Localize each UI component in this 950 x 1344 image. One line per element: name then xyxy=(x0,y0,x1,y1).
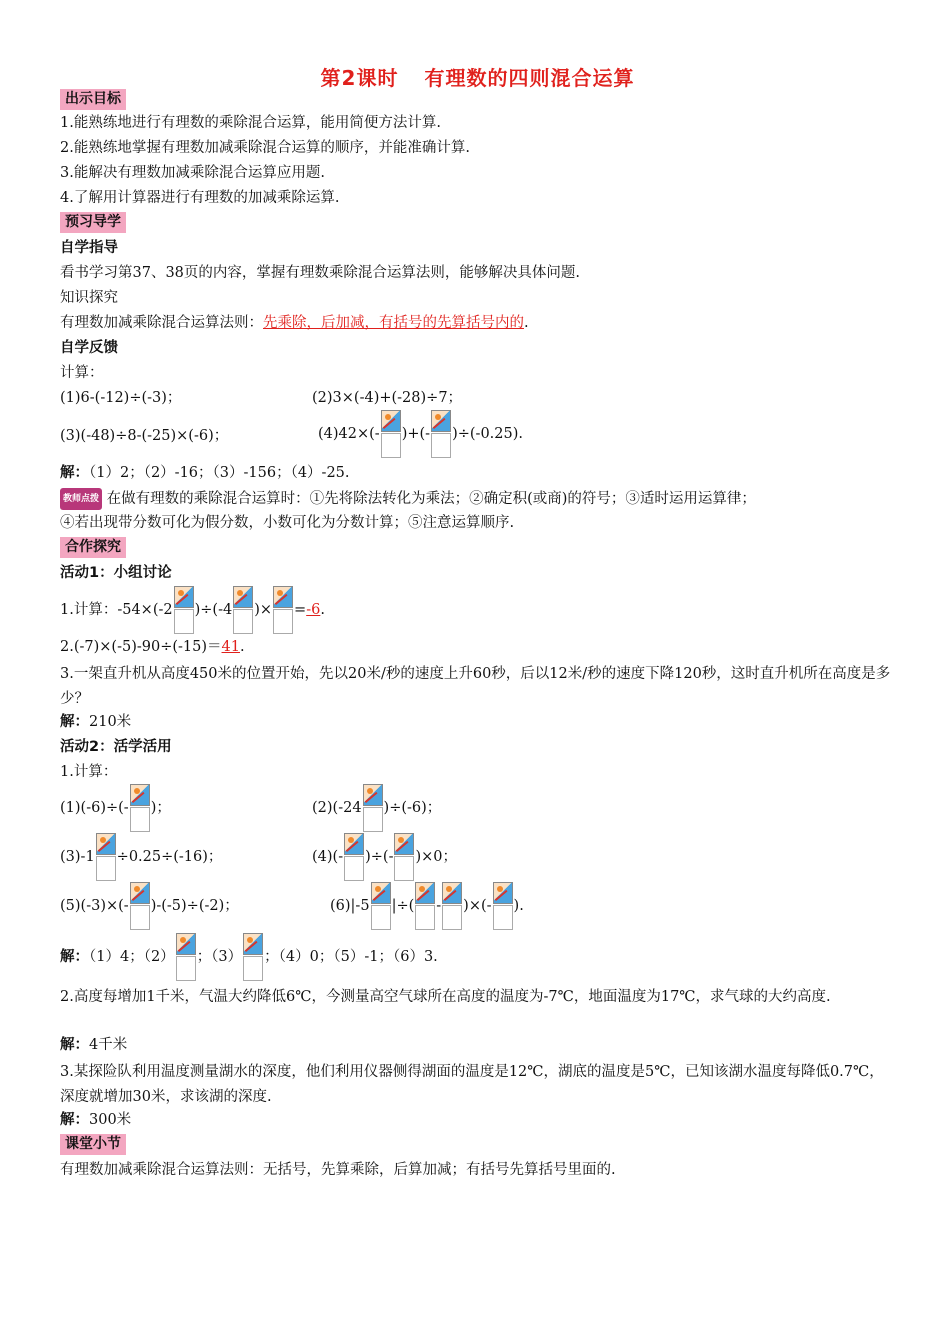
page-title xyxy=(60,62,895,91)
section-goals-heading: 出示目标 xyxy=(60,89,126,110)
activity-1-problem-2 xyxy=(60,637,245,657)
goal-item: 2.能熟练地掌握有理数加减乘除混合运算的顺序，并能准确计算. xyxy=(60,140,470,156)
activity-2-answer-1 xyxy=(60,933,438,981)
problem-text: . xyxy=(320,602,325,618)
section-coop-heading: 合作探究 xyxy=(60,537,126,558)
fraction-image xyxy=(96,833,116,881)
answer-fill: 41 xyxy=(221,639,240,655)
fraction-image xyxy=(344,833,364,881)
problem-text: = xyxy=(294,602,307,618)
fraction-image xyxy=(394,833,414,881)
problem-text: (4)42×(- xyxy=(318,426,380,442)
activity-1-problem-3: 3.一架直升机从高度450米的位置开始，先以20米/秒的速度上升60秒，后以12米/秒的速度下降120秒，这时直升机所在高度是多少？ xyxy=(60,666,891,707)
activity-2-problem-q2: 2.高度每增加1千米，气温大约降低6℃，今测量高空气球所在高度的温度为-7℃，地面温度为17℃，求气球的大约高度. xyxy=(60,989,831,1005)
answer-text: 300米 xyxy=(89,1112,132,1128)
answer-label: 解： xyxy=(60,1112,89,1128)
answer-text: （1）4；（2） xyxy=(89,949,175,965)
activity-2-problem-6 xyxy=(330,882,524,930)
fraction-image xyxy=(174,586,194,634)
activity-2-answer-q3 xyxy=(60,1110,131,1130)
problem-text: |÷( xyxy=(391,898,415,914)
answer-label: 解： xyxy=(60,949,89,965)
problem-text: )÷(- xyxy=(365,849,394,865)
activity-2-problem-2 xyxy=(312,784,441,832)
problem-text: )÷(-6)； xyxy=(383,800,442,816)
section-preview-heading: 预习导学 xyxy=(60,212,126,233)
answer-label: 解： xyxy=(60,1037,89,1053)
activity-2-problem-1 xyxy=(60,784,171,832)
problem-text: ). xyxy=(513,898,524,914)
fraction-image xyxy=(442,882,462,930)
rule-line xyxy=(60,313,529,333)
problem-text: ÷0.25÷(-16)； xyxy=(116,849,223,865)
fraction-image xyxy=(493,882,513,930)
problem-text: - xyxy=(436,898,442,914)
rule-suffix: . xyxy=(524,315,529,331)
fraction-image xyxy=(176,933,196,981)
fraction-image xyxy=(233,586,253,634)
activity-1-heading: 活动1：小组讨论 xyxy=(60,565,172,581)
fraction-image xyxy=(273,586,293,634)
problem-text: (6)|-5 xyxy=(330,898,370,914)
activity-2-heading: 活动2：活学活用 xyxy=(60,739,172,755)
fraction-image xyxy=(431,410,451,458)
feedback-heading: 自学反馈 xyxy=(60,340,118,356)
self-guide-text: 看书学习第37、38页的内容，掌握有理数乘除混合运算法则，能够解决具体问题. xyxy=(60,265,581,281)
fraction-image xyxy=(415,882,435,930)
problem-text: (5)(-3)×(- xyxy=(60,898,129,914)
knowledge-heading: 知识探究 xyxy=(60,290,118,306)
problem-text: (2)(-24 xyxy=(312,800,362,816)
lesson-topic: 有理数的四则混合运算 xyxy=(424,66,635,90)
activity-2-calc-label: 1.计算： xyxy=(60,764,118,780)
activity-2-problem-5 xyxy=(60,882,239,930)
teacher-tip xyxy=(60,488,756,510)
calc-label: 计算： xyxy=(60,365,104,381)
problem-text: (3)-1 xyxy=(60,849,95,865)
problem-text: )÷(-0.25). xyxy=(452,426,523,442)
fraction-image xyxy=(243,933,263,981)
problem-text: 1.计算：-54×(-2 xyxy=(60,602,173,618)
feedback-problem-4 xyxy=(318,410,523,458)
goal-item: 4.了解用计算器进行有理数的加减乘除运算. xyxy=(60,190,340,206)
feedback-answer xyxy=(60,463,350,483)
activity-2-answer-q2 xyxy=(60,1035,127,1055)
answer-label: 解： xyxy=(60,465,89,481)
feedback-problem-2: (2)3×(-4)+(-28)÷7； xyxy=(312,390,463,406)
fraction-image xyxy=(371,882,391,930)
summary-text: 有理数加减乘除混合运算法则：无括号，先算乘除，后算加减；有括号先算括号里面的. xyxy=(60,1162,616,1178)
problem-text: . xyxy=(239,639,245,655)
fraction-image xyxy=(130,882,150,930)
activity-1-problem-1 xyxy=(60,586,325,634)
problem-text: (1)(-6)÷(- xyxy=(60,800,129,816)
answer-text: 4千米 xyxy=(89,1037,128,1053)
answer-fill: -6 xyxy=(306,602,321,618)
lesson-number: 第2课时 xyxy=(320,66,399,90)
activity-2-problem-q3: 3.某探险队利用温度测量湖水的深度，他们利用仪器侧得湖面的温度是12℃，湖底的温度是5℃，已知该湖水温度每降低0.7℃，深度就增加30米，求该湖的深度. xyxy=(60,1064,884,1105)
problem-text: )-(-5)÷(-2)； xyxy=(150,898,239,914)
teacher-tip-badge: 教师点拨 xyxy=(60,488,102,510)
feedback-problem-1: (1)6-(-12)÷(-3)； xyxy=(60,390,182,406)
answer-text: 210米 xyxy=(89,714,132,730)
fraction-image xyxy=(363,784,383,832)
problem-text: )÷(-4 xyxy=(194,602,233,618)
problem-text: )×0； xyxy=(415,849,458,865)
tip-text: 在做有理数的乘除混合运算时：①先将除法转化为乘法；②确定积(或商)的符号；③适时运用运算律； xyxy=(106,491,756,507)
section-summary-heading: 课堂小节 xyxy=(60,1134,126,1155)
self-guide-heading: 自学指导 xyxy=(60,240,118,256)
activity-1-answer-3 xyxy=(60,712,131,732)
feedback-problem-3: (3)(-48)÷8-(-25)×(-6)； xyxy=(60,428,229,444)
activity-2-problem-4 xyxy=(312,833,457,881)
goal-item: 1.能熟练地进行有理数的乘除混合运算，能用简便方法计算. xyxy=(60,115,441,131)
activity-2-problem-3 xyxy=(60,833,222,881)
rule-answer: 先乘除，后加减，有括号的先算括号内的 xyxy=(263,315,524,331)
problem-text: 2.(-7)×(-5)-90÷(-15)＝ xyxy=(60,639,222,655)
fraction-image xyxy=(130,784,150,832)
answer-label: 解： xyxy=(60,714,89,730)
rule-prefix: 有理数加减乘除混合运算法则： xyxy=(60,315,263,331)
tip-text-continued: ④若出现带分数可化为假分数，小数可化为分数计算；⑤注意运算顺序. xyxy=(60,515,515,531)
problem-text: )； xyxy=(150,800,171,816)
answer-text: ；（4）0；（5）-1；（6）3. xyxy=(264,949,438,965)
problem-text: )×(- xyxy=(463,898,492,914)
problem-text: (4)(- xyxy=(312,849,344,865)
answer-text: （1）2；（2）-16；（3）-156；（4）-25. xyxy=(89,465,350,481)
problem-text: )+(- xyxy=(401,426,431,442)
answer-text: ；（3） xyxy=(196,949,243,965)
fraction-image xyxy=(381,410,401,458)
problem-text: )× xyxy=(254,602,273,618)
goal-item: 3.能解决有理数加减乘除混合运算应用题. xyxy=(60,165,325,181)
